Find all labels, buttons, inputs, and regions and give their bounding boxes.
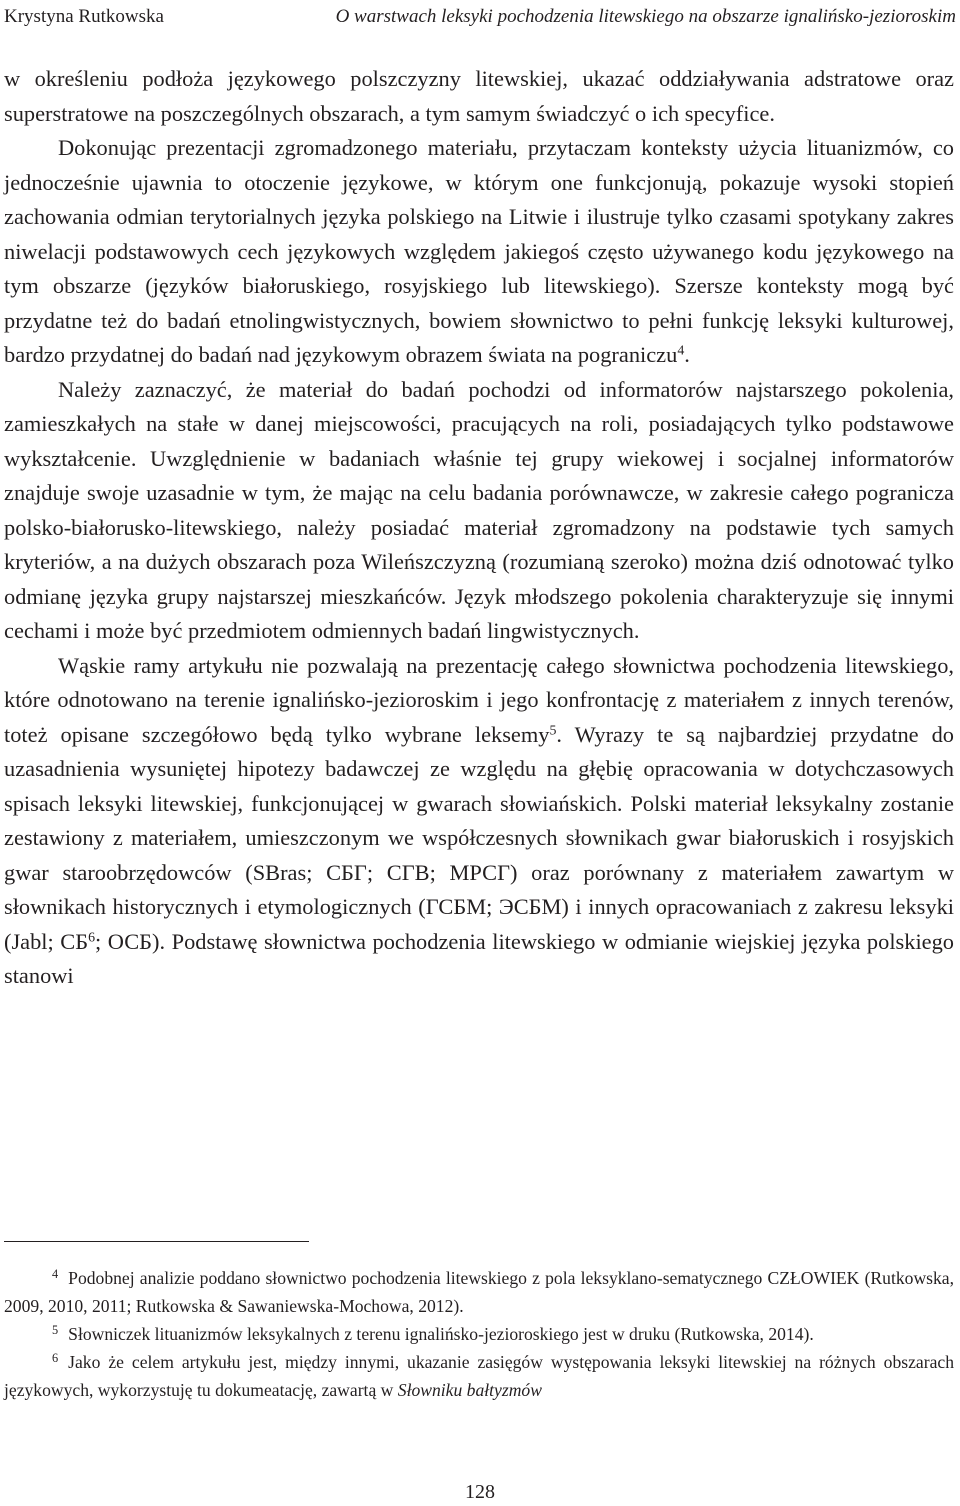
footnote-4 — [4, 1264, 954, 1320]
footnote-6-italic-title: Słowniku bałtyzmów — [397, 1380, 542, 1400]
paragraph-4-text-a: Wąskie ramy artykułu nie pozwalają na prezentację całego słownictwa pochodzenia litewskiego, które odnotowano na terenie ignalińsko-jezioroskim i jego konfrontację z materiałem z innych terenów, toteż opisane szczegółowo będą tylko wybrane leksemy — [4, 652, 954, 747]
running-header — [4, 0, 956, 34]
footnote-4-text: Podobnej analizie poddano słownictwo pochodzenia litewskiego z pola leksyklano-sematycznego CZŁOWIEK (Rutkowska, 2009, 2010, 2011; Rutkowska & Sawaniewska-Mochowa, 2012). — [4, 1268, 954, 1316]
footnote-separator — [4, 1241, 309, 1242]
paragraph-2-text: Dokonując prezentacji zgromadzonego materiału, przytaczam konteksty użycia lituanizmów, co jednocześnie ujawnia to otoczenie językowe, w którym one funkcjonują, pokazuje wysoki stopień zachowania odmian terytorialnych języka polskiego na Litwie i ilustruje tylko czasami spotykany zakres niwelacji podstawowych cech językowych względem jakiegoś często używanego kodu językowego na tym obszarze (języków białoruskiego, rosyjskiego lub litewskiego). Szersze konteksty mogą być przydatne też do badań etnolingwistycznych, bowiem słownictwo to pełni funkcję leksyki kulturowej, bardzo przydatnej do badań nad językowym obrazem świata na pograniczu — [4, 135, 954, 367]
paragraph-2 — [4, 131, 954, 373]
footnotes — [4, 1264, 954, 1404]
footnote-6-mark: 6 — [52, 1350, 59, 1365]
footnote-ref-5[interactable]: 5 — [549, 722, 557, 738]
header-article-title: O warstwach leksyki pochodzenia litewskiego na obszarze ignalińsko-jezioroskim — [335, 6, 956, 27]
paragraph-4-text-b: . Wyrazy te są najbardziej przydatne do uzasadnienia wysuniętej hipotezy badawczej ze względu na głębię opracowania w dotychczasowych spisach leksyki litewskiej, funkcjonującej w gwarach słowiańskich. Polski materiał leksykalny zostanie zestawiony z materiałem, umieszczonym we współczesnych słownikach gwar białoruskich i rosyjskich gwar staroobrzędowców (SBras; СБГ; СГВ; МРСГ) oraz porównany z materiałem zawartym w słownikach historycznych i etymologicznych (ГСБМ; ЭСБМ) i innych opracowaniach z zakresu leksyki (Jabl; СБ — [4, 721, 954, 954]
paragraph-3: Należy zaznaczyć, że materiał do badań pochodzi od informatorów najstarszego pokolenia, zamieszkałych na stałe w danej miejscowości, pracujących na roli, posiadających tylko podstawowe wykształcenie. Uwzględnienie w badaniach właśnie tej grupy wiekowej i socjalnej informatorów znajduje swoje uzasadnie w tym, że mając na celu badania porównawcze, w zakresie całego pogranicza polsko-białorusko-litewskiego, należy posiadać materiał zgromadzony na podstawie tych samych kryteriów, a na dużych obszarach poza Wileńszczyzną (rozumianą szeroko) można dziś odnotować tylko odmianę języka grupy najstarszej mieszkańców. Język młodszego pokolenia charakteryzuje się innymi cechami i może być przedmiotem odmiennych badań lingwistycznych. — [4, 376, 954, 643]
footnote-ref-4[interactable]: 4 — [677, 343, 685, 359]
footnote-5-mark: 5 — [52, 1322, 59, 1337]
header-author: Krystyna Rutkowska — [4, 6, 164, 27]
footnote-6 — [4, 1348, 954, 1404]
footnote-5-text: Słowniczek lituanizmów leksykalnych z terenu ignalińsko-jezioroskiego jest w druku (Rutkowska, 2014). — [68, 1324, 814, 1344]
footnote-4-mark: 4 — [52, 1266, 59, 1281]
footnote-5 — [4, 1320, 954, 1348]
footnote-ref-6[interactable]: 6 — [88, 929, 96, 945]
footnote-6-text: Jako że celem artykułu jest, między innymi, ukazanie zasięgów występowania leksyki litewskiej na różnych obszarach językowych, wykorzystuję tu dokumeatację, zawartą w — [4, 1352, 954, 1400]
paragraph-4-text-c: ; ОСБ). Podstawę słownictwa pochodzenia litewskiego w odmianie wiejskiej języka polskiego stanowi — [4, 928, 954, 988]
paragraph-1: w określeniu podłoża językowego polszczyzny litewskiej, ukazać oddziaływania adstratowe oraz superstratowe na poszczególnych obszarach, a tym samym świadczyć o ich specyfice. — [4, 66, 954, 126]
main-text — [4, 62, 954, 994]
page-number: 128 — [465, 1481, 495, 1503]
paragraph-2-end: . — [684, 342, 690, 367]
paragraph-4 — [4, 649, 954, 994]
